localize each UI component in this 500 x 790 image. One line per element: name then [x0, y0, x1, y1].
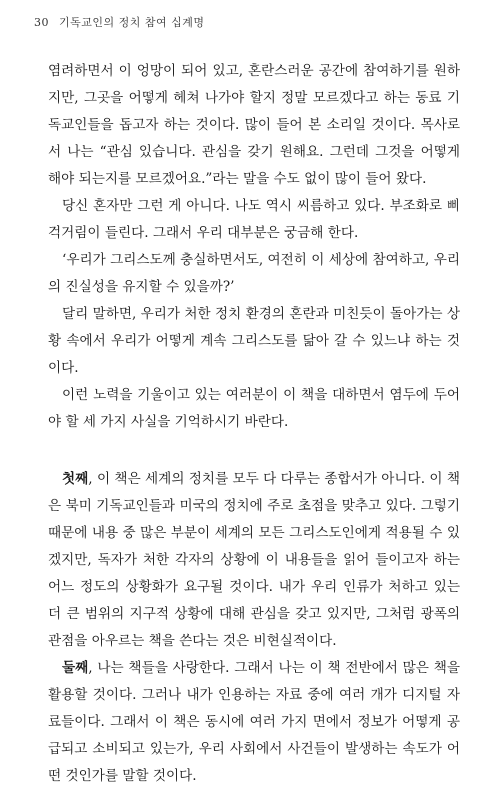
paragraph-text: ‘우리가 그리스도께 충실하면서도, 여전히 이 세상에 참여하고, 우리의 진실성을 유지할 수 있을까?’ [48, 252, 460, 295]
paragraph [48, 58, 460, 193]
paragraph [48, 247, 460, 301]
paragraph-text: , 나는 책들을 사랑한다. 그래서 나는 이 책 전반에서 많은 책을 활용할 것이다. 그러나 내가 인용하는 자료 중에 여러 개가 디지털 자료들이다. 그래서 이 책은 동시에 여러 가지 면에서 정보가 어떻게 공급되고 소비되고 있는가, 우리 사회에서 사건들이 발생하는 속도가 어떤 것인가를 말할 것이다. [48, 660, 460, 784]
paragraph-text: , 이 책은 세계의 정치를 모두 다 다루는 종합서가 아니다. 이 책은 북미 기독교인들과 미국의 정치에 주로 초점을 맞추고 있다. 그렇기 때문에 내용 중 많은 부분이 세계의 모든 그리스도인에게 적용될 수 있겠지만, 독자가 처한 각자의 상황에 이 내용들을 읽어 들이고자 하는 어느 정도의 상황화가 요구될 것이다. 내가 우리 인류가 처하고 있는 더 큰 범위의 지구적 상황에 대해 관심을 갖고 있지만, 그처럼 광폭의 관점을 아우르는 책을 쓴다는 것은 비현실적이다. [48, 471, 460, 649]
paragraph [48, 301, 460, 382]
paragraph [48, 466, 460, 655]
paragraph [48, 382, 460, 436]
running-header [34, 14, 205, 30]
lead-word: 둘째 [62, 660, 89, 676]
body-text [48, 58, 460, 790]
section-gap [48, 436, 460, 466]
paragraph-text: 염려하면서 이 엉망이 되어 있고, 혼란스러운 공간에 참여하기를 원하지만, 그곳을 어떻게 헤쳐 나가야 할지 정말 모르겠다고 하는 동료 기독교인들을 돕고자 하는 것이다. 많이 들어 본 소리일 것이다. 목사로서 나는 “관심 있습니다. 관심을 갖기 원해요. 그런데 그것을 어떻게 해야 되는지를 모르겠어요.”라는 말을 수도 없이 많이 들어 왔다. [48, 63, 460, 187]
paragraph-text: 당신 혼자만 그런 게 아니다. 나도 역시 씨름하고 있다. 부조화로 삐걱거림이 들린다. 그래서 우리 대부분은 궁금해 한다. [48, 198, 460, 241]
paragraph-text: 이런 노력을 기울이고 있는 여러분이 이 책을 대하면서 염두에 두어야 할 세 가지 사실을 기억하시기 바란다. [48, 387, 460, 430]
running-title: 기독교인의 정치 참여 십계명 [59, 16, 205, 29]
lead-word: 첫째 [62, 471, 89, 487]
paragraph [48, 193, 460, 247]
paragraph-text: 달리 말하면, 우리가 처한 정치 환경의 혼란과 미친듯이 돌아가는 상황 속에서 우리가 어떻게 계속 그리스도를 닮아 갈 수 있느냐 하는 것이다. [48, 306, 460, 376]
page-number: 30 [34, 16, 49, 29]
paragraph [48, 655, 460, 790]
